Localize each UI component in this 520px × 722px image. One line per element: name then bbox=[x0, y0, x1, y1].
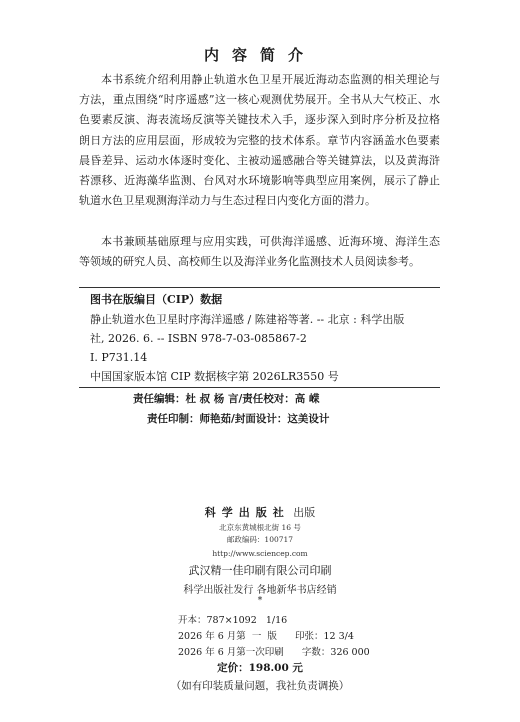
cip-bottom-divider bbox=[79, 387, 440, 388]
separator-star: * bbox=[257, 596, 263, 606]
publisher-address: 北京东黄城根北街 16 号 bbox=[219, 523, 301, 532]
cip-line-number: 中国国家版本馆 CIP 数据核字第 2026LR3550 号 bbox=[90, 370, 339, 383]
intro-paragraph-1: 本书系统介绍利用静止轨道水色卫星开展近海动态监测的相关理论与方法，重点围绕“时序遥感”这一核心观测优势展开。全书从大气校正、水色要素反演、海表流场反演等关键技术入手，逐步深入到时序分析及拉格朗日方法的应用层面，形成较为完整的技术体系。章节内容涵盖水色要素晨昏差异、运动水体逐时变化、主被动遥感融合等关键算法，以及黄海浒苔漂移、近海藻华监测、台风对水环境影响等典型应用案例，展示了静止轨道水色卫星观测海洋动力与生态过程日内变化方面的潜力。 bbox=[79, 73, 440, 208]
publisher-name: 科学出版社 bbox=[204, 506, 290, 519]
printer-line: 武汉精一佳印刷有限公司印刷 bbox=[188, 564, 332, 577]
cip-heading: 图书在版编目（CIP）数据 bbox=[90, 293, 223, 306]
publisher-suffix: 出版 bbox=[289, 506, 316, 519]
intro-paragraph-2: 本书兼顾基础原理与应用实践，可供海洋遥感、近海环境、海洋生态等领域的研究人员、高校师生以及海洋业务化监测技术人员阅读参考。 bbox=[79, 235, 440, 269]
cip-record bbox=[90, 310, 440, 386]
spec-format: 开本：787×1092 1/16 bbox=[178, 615, 288, 626]
credits-editors: 责任编辑：杜 叔 杨 言/责任校对：高 嵘 bbox=[133, 393, 320, 405]
publisher-zip: 邮政编码：100717 bbox=[226, 535, 294, 544]
credits-production: 责任印制：师艳茹/封面设计：这美设计 bbox=[147, 413, 330, 425]
intro-title: 内容简介 bbox=[203, 46, 316, 64]
quality-note: （如有印装质量问题，我社负责调换） bbox=[170, 680, 350, 692]
distribution-line: 科学出版社发行 各地新华书店经销 bbox=[183, 585, 337, 596]
spec-edition: 2026 年 6 月第 一 版 印张：12 3/4 bbox=[178, 631, 354, 642]
publisher-website: http://www.sciencep.com bbox=[212, 549, 308, 558]
spec-printing: 2026 年 6 月第一次印刷 字数：326 000 bbox=[178, 647, 370, 658]
price-line: 定价：198.00 元 bbox=[217, 662, 303, 674]
publisher-line bbox=[0, 504, 520, 520]
cip-line-title: 静止轨道水色卫星时序海洋遥感 / 陈建裕等著. -- 北京 : 科学出版 bbox=[90, 313, 405, 326]
cip-line-isbn: 社, 2026. 6. -- ISBN 978-7-03-085867-2 bbox=[90, 332, 307, 345]
cip-top-divider bbox=[79, 287, 440, 288]
cip-line-class: I. P731.14 bbox=[90, 351, 148, 364]
